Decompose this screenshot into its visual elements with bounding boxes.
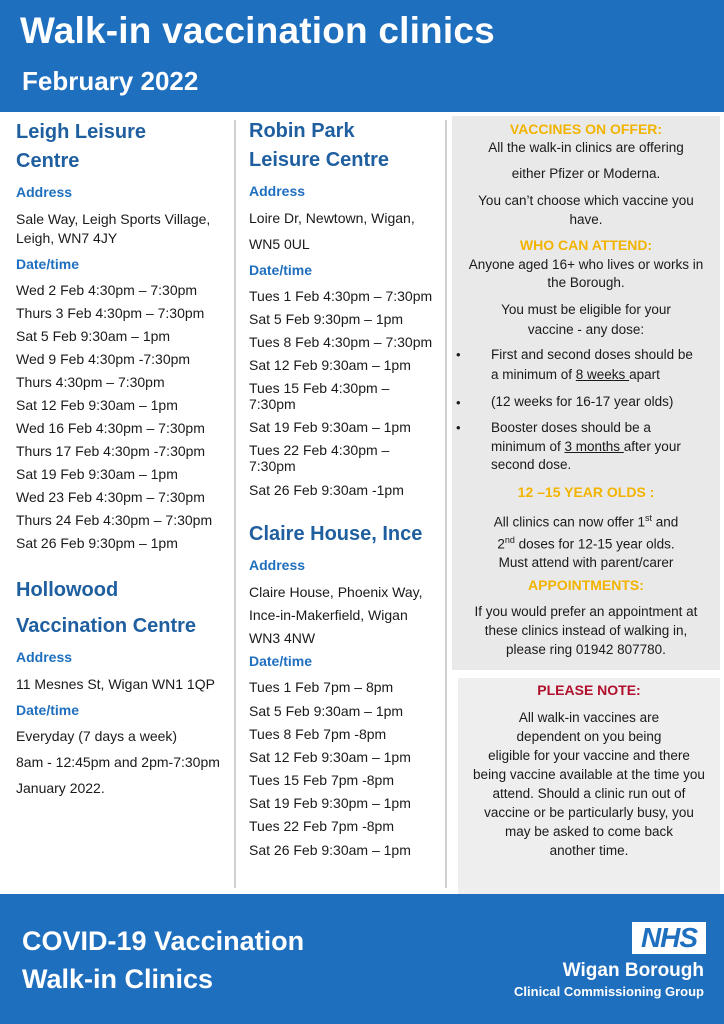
bullet-text: First and second doses should be [491,347,693,362]
info-text: If you would prefer an appointment at [474,604,698,619]
info-text: 2nd doses for 12-15 year olds. [497,535,675,552]
bullet-icon: • [456,395,461,410]
venue-title-robin: Robin Park [249,120,355,142]
venue-title-leigh: Leigh Leisure [16,121,147,143]
time-slot: Sat 12 Feb 9:30am – 1pm [16,397,178,413]
phone-number-text: please ring 01942 807780. [506,642,666,657]
address-line: 11 Mesnes St, Wigan WN1 1QP [16,676,215,692]
time-slot: Sat 5 Feb 9:30pm – 1pm [249,311,404,327]
venue-title-hollowood-2: Vaccination Centre [16,615,197,637]
time-slot: Tues 8 Feb 7pm -8pm [249,726,387,742]
note-line: vaccine or be particularly busy, you [484,805,694,820]
address-line: Loire Dr, Newtown, Wigan, [249,210,415,226]
organisation-name: Wigan Borough [562,960,704,981]
bullet-text: minimum of 3 months after your [491,439,681,454]
address-label: Address [16,184,73,200]
bullet-text: Booster doses should be a [491,420,651,435]
time-slot: Sat 26 Feb 9:30am – 1pm [249,842,411,858]
address-line: Ince-in-Makerfield, Wigan [249,607,408,623]
header-banner [0,0,724,112]
time-slot: 7:30pm [249,458,296,474]
info-text: Must attend with parent/carer [498,555,674,570]
note-line: dependent on you being [516,729,662,744]
info-text: You must be eligible for your [501,302,671,317]
time-slot: Wed 23 Feb 4:30pm – 7:30pm [16,489,205,505]
info-text: either Pfizer or Moderna. [511,166,661,181]
bullet-text: a minimum of 8 weeks apart [491,367,660,382]
note-line: may be asked to come back [504,824,674,839]
datetime-label: Date/time [249,262,313,278]
address-line: Claire House, Phoenix Way, [249,584,423,600]
time-slot: Thurs 3 Feb 4:30pm – 7:30pm [16,305,205,321]
venue-title-leigh-2: Centre [16,150,80,172]
column-divider [445,120,447,888]
attend-heading: WHO CAN ATTEND: [519,237,653,253]
time-slot: Sat 26 Feb 9:30pm – 1pm [16,535,178,551]
note-line: All walk-in vaccines are [518,710,660,725]
info-text: vaccine - any dose: [527,322,645,337]
time-slot: Tues 15 Feb 4:30pm – [249,380,390,396]
info-text: All the walk-in clinics are offering [488,140,684,155]
time-slot: Tues 15 Feb 7pm -8pm [249,772,394,788]
time-slot: Sat 12 Feb 9:30am – 1pm [249,749,411,765]
info-text: You can’t choose which vaccine you [478,193,694,208]
address-line: Sale Way, Leigh Sports Village, [16,211,211,227]
time-slot: Thurs 24 Feb 4:30pm – 7:30pm [16,512,213,528]
opening-hours: Everyday (7 days a week) [16,728,178,744]
time-slot: Wed 16 Feb 4:30pm – 7:30pm [16,420,205,436]
time-slot: Wed 2 Feb 4:30pm – 7:30pm [16,282,198,298]
appointments-heading: APPOINTMENTS: [528,577,644,593]
time-slot: Wed 9 Feb 4:30pm -7:30pm [16,351,191,367]
vaccines-heading: VACCINES ON OFFER: [509,121,663,137]
datetime-label: Date/time [16,256,80,272]
column-divider [234,120,236,888]
info-text: the Borough. [547,275,625,290]
note-body [460,708,718,860]
time-slot: Sat 5 Feb 9:30am – 1pm [249,703,404,719]
time-slot: Sat 12 Feb 9:30am – 1pm [249,357,411,373]
time-slot: Sat 5 Feb 9:30am – 1pm [16,328,171,344]
note-line: another time. [549,843,629,858]
time-slot: Thurs 17 Feb 4:30pm -7:30pm [16,443,206,459]
note-line: eligible for your vaccine and there [488,748,690,763]
time-slot: Tues 22 Feb 7pm -8pm [249,818,394,834]
venue-title-robin-2: Leisure Centre [249,149,390,171]
note-line: attend. Should a clinic run out of [492,786,686,801]
time-slot: Sat 26 Feb 9:30am -1pm [249,482,404,498]
info-text: Anyone aged 16+ who lives or works in [468,257,704,272]
datetime-label: Date/time [249,653,313,669]
note-title: PLEASE NOTE: [537,682,641,698]
address-line: WN5 0UL [249,236,310,252]
organisation-subtitle: Clinical Commissioning Group [514,984,704,999]
time-slot: Tues 8 Feb 4:30pm – 7:30pm [249,334,433,350]
bullet-text: (12 weeks for 16-17 year olds) [491,394,674,409]
time-slot: Tues 1 Feb 7pm – 8pm [249,679,394,695]
note-line: being vaccine available at the time you [473,767,705,782]
teen-heading: 12 –15 YEAR OLDS : [517,484,655,500]
footer-banner [0,894,724,1024]
venue-title-claire: Claire House, Ince [249,523,423,545]
time-slot: Thurs 4:30pm – 7:30pm [16,374,165,390]
address-line: Leigh, WN7 4JY [16,230,118,246]
address-label: Address [16,649,73,665]
page-title: Walk-in vaccination clinics [20,10,495,51]
address-label: Address [249,183,306,199]
time-slot: Tues 1 Feb 4:30pm – 7:30pm [249,288,433,304]
address-label: Address [249,557,306,573]
address-line: WN3 4NW [249,630,316,646]
venue-title-hollowood: Hollowood [16,579,119,601]
bullet-icon: • [456,420,461,435]
page-subtitle: February 2022 [22,66,199,96]
opening-hours: January 2022. [16,780,105,796]
time-slot: Sat 19 Feb 9:30am – 1pm [249,419,411,435]
opening-hours: 8am - 12:45pm and 2pm-7:30pm [16,754,220,770]
time-slot: Sat 19 Feb 9:30pm – 1pm [249,795,411,811]
footer-title: COVID-19 Vaccination [22,926,305,956]
bullet-icon: • [456,347,461,362]
time-slot: Sat 19 Feb 9:30am – 1pm [16,466,178,482]
info-text: have. [569,212,603,227]
datetime-label: Date/time [16,702,80,718]
time-slot: Tues 22 Feb 4:30pm – [249,442,390,458]
info-text: All clinics can now offer 1st and [493,513,679,530]
bullet-text: second dose. [491,457,572,472]
nhs-logo: NHS [632,922,706,954]
time-slot: 7:30pm [249,396,296,412]
footer-title-2: Walk-in Clinics [22,964,214,994]
info-text: these clinics instead of walking in, [484,623,688,638]
